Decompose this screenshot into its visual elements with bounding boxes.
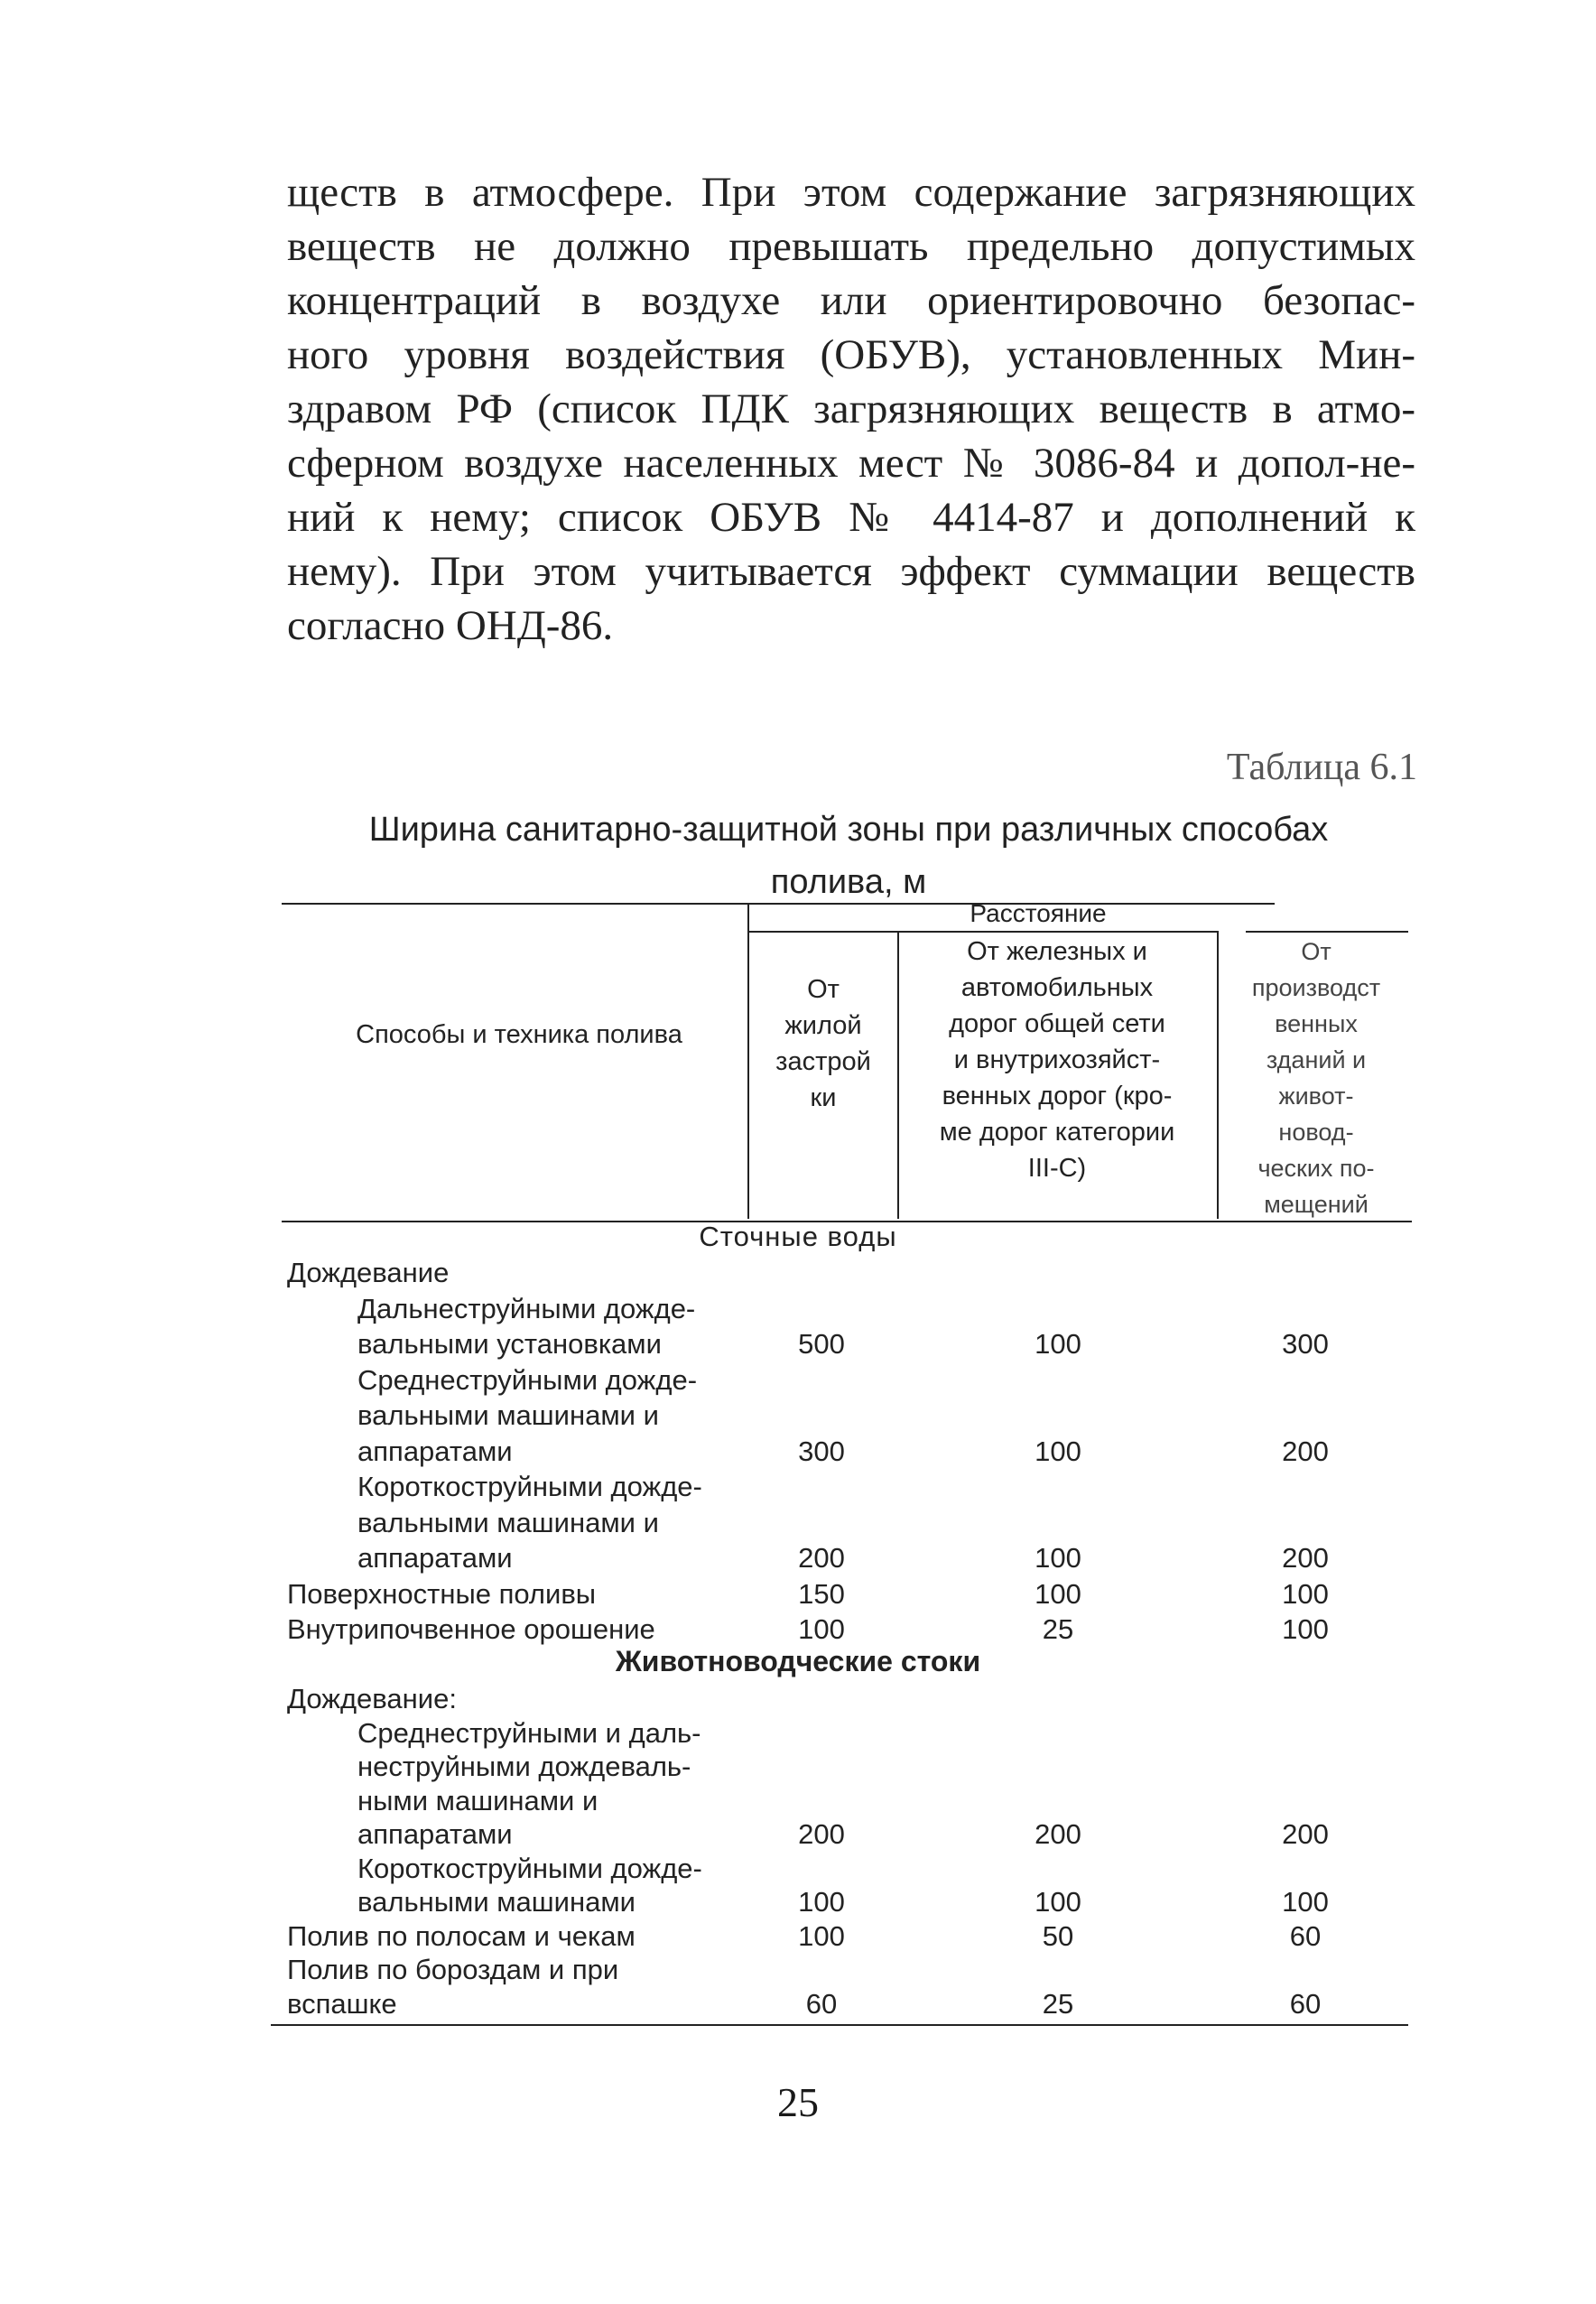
row-value: 200 <box>1282 1435 1329 1467</box>
table-row <box>287 1505 1424 1541</box>
table-bottom-rule <box>271 2024 1408 2026</box>
paragraph-line: веществ не должно превышать предельно допустимых <box>287 223 1415 270</box>
row-value: 100 <box>798 1886 845 1918</box>
paragraph-line: ний к нему; список ОБУВ № 4414-87 и дополнений к <box>287 494 1415 541</box>
row-label: Дождевание <box>287 1257 450 1288</box>
row-label: аппаратами <box>357 1818 513 1850</box>
header-residential-column: От жилой застрой ки <box>775 975 871 1112</box>
header-roads-column: От железных и автомобильных дорог общей сети и внутрихозяйст- венных дорог (кро- ме дорог категории III-С) <box>939 937 1175 1183</box>
row-value: 200 <box>798 1542 845 1574</box>
body-paragraph <box>287 165 1415 653</box>
row-value: 100 <box>1035 1435 1081 1467</box>
row-label: Поверхностные поливы <box>287 1577 597 1610</box>
row-label: Среднеструйными и даль- <box>357 1716 701 1749</box>
row-label: ными машинами и <box>357 1784 598 1816</box>
row-label: вальными установками <box>357 1328 662 1360</box>
table-row <box>287 1612 1424 1648</box>
header-method-column: Способы и техника полива <box>356 1020 682 1049</box>
paragraph-line: ществ в атмосфере. При этом содержание загрязняющих <box>287 169 1415 216</box>
table-row <box>287 1434 1424 1470</box>
table-row <box>287 1952 1424 1988</box>
row-label: неструйными дождеваль- <box>357 1751 691 1782</box>
row-label: Полив по бороздам и при <box>287 1954 619 1985</box>
row-value: 200 <box>1035 1818 1081 1850</box>
row-value: 300 <box>798 1435 845 1467</box>
table-title-line: Ширина санитарно-защитной зоны при различных способах <box>368 811 1329 849</box>
paragraph-line: нему). При этом учитывается эффект суммации веществ <box>287 548 1415 595</box>
row-value: 200 <box>1282 1818 1329 1850</box>
row-value: 200 <box>1282 1542 1329 1574</box>
row-label: Дождевание: <box>287 1683 457 1714</box>
table-row <box>287 1749 1424 1785</box>
paragraph-line: ного уровня воздействия (ОБУВ), установленных Мин- <box>287 331 1415 378</box>
table-row <box>287 1918 1424 1955</box>
row-label: Внутрипочвенное орошение <box>287 1613 655 1645</box>
table-row <box>287 1986 1424 2022</box>
row-value: 100 <box>798 1919 845 1952</box>
table-row <box>287 1715 1424 1751</box>
table-row <box>287 1291 1424 1327</box>
row-value: 100 <box>1035 1328 1081 1360</box>
row-value: 100 <box>1035 1886 1081 1918</box>
row-label: Дальнеструйными дожде- <box>357 1292 696 1324</box>
row-value: 60 <box>1289 1987 1322 2020</box>
row-value: 60 <box>1289 1919 1322 1952</box>
table-row <box>287 1783 1424 1819</box>
paragraph-line: концентраций в воздухе или ориентировочно безопас- <box>287 277 1415 324</box>
row-label: вальными машинами <box>357 1886 636 1918</box>
paragraph-line: здравом РФ (список ПДК загрязняющих веществ в атмо- <box>287 386 1415 432</box>
row-value: 25 <box>1042 1613 1074 1645</box>
column-divider <box>747 905 749 1219</box>
table-number: Таблица 6.1 <box>1226 747 1417 788</box>
table-row <box>287 1576 1424 1612</box>
table-row <box>287 1362 1424 1398</box>
table-title-line: полива, м <box>770 863 927 901</box>
row-value: 25 <box>1042 1987 1074 2020</box>
row-label: аппаратами <box>357 1542 513 1574</box>
column-divider <box>1217 932 1219 1219</box>
table-row <box>287 1255 1424 1291</box>
table-title <box>271 804 1426 908</box>
row-label: Среднеструйными дожде- <box>357 1363 698 1396</box>
table-row <box>287 1326 1424 1362</box>
page-number: 25 <box>777 2079 819 2125</box>
table-row <box>287 1816 1424 1853</box>
row-value: 300 <box>1282 1328 1329 1360</box>
row-value: 100 <box>1282 1613 1329 1645</box>
row-label: вспашке <box>287 1987 397 2020</box>
table-row <box>287 1398 1424 1434</box>
table-row <box>287 1469 1424 1505</box>
paragraph-line: сферном воздухе населенных мест № 3086-84 и допол-не- <box>287 440 1415 487</box>
header-production-column: От производст венных зданий и живот- новод- ческих по- мещений <box>1251 938 1381 1218</box>
row-label: вальными машинами и <box>357 1506 659 1538</box>
column-divider <box>897 932 899 1219</box>
row-value: 100 <box>1035 1542 1081 1574</box>
row-label: вальными машинами и <box>357 1399 659 1431</box>
row-value: 100 <box>1282 1577 1329 1610</box>
row-label: Короткоструйными дожде- <box>357 1852 702 1884</box>
paragraph-line: согласно ОНД-86. <box>287 602 614 649</box>
table-row <box>287 1884 1424 1920</box>
header-distance-group: Расстояние <box>970 899 1107 927</box>
row-value: 500 <box>798 1328 845 1360</box>
table-row <box>287 1540 1424 1576</box>
row-value: 100 <box>1282 1886 1329 1918</box>
row-value: 150 <box>798 1577 845 1610</box>
row-value: 100 <box>1035 1577 1081 1610</box>
row-value: 50 <box>1042 1919 1074 1952</box>
section-heading-livestock: Животноводческие стоки <box>615 1645 981 1677</box>
row-label: Полив по полосам и чекам <box>287 1919 636 1952</box>
row-value: 60 <box>805 1987 838 2020</box>
section-heading-wastewater: Сточные воды <box>699 1221 897 1252</box>
row-value: 100 <box>798 1613 845 1645</box>
row-label: аппаратами <box>357 1435 513 1467</box>
row-value: 200 <box>798 1818 845 1850</box>
table-row <box>287 1851 1424 1887</box>
row-label: Короткоструйными дожде- <box>357 1471 702 1502</box>
group-header-rule-right <box>1246 931 1408 933</box>
table-row <box>287 1681 1424 1717</box>
